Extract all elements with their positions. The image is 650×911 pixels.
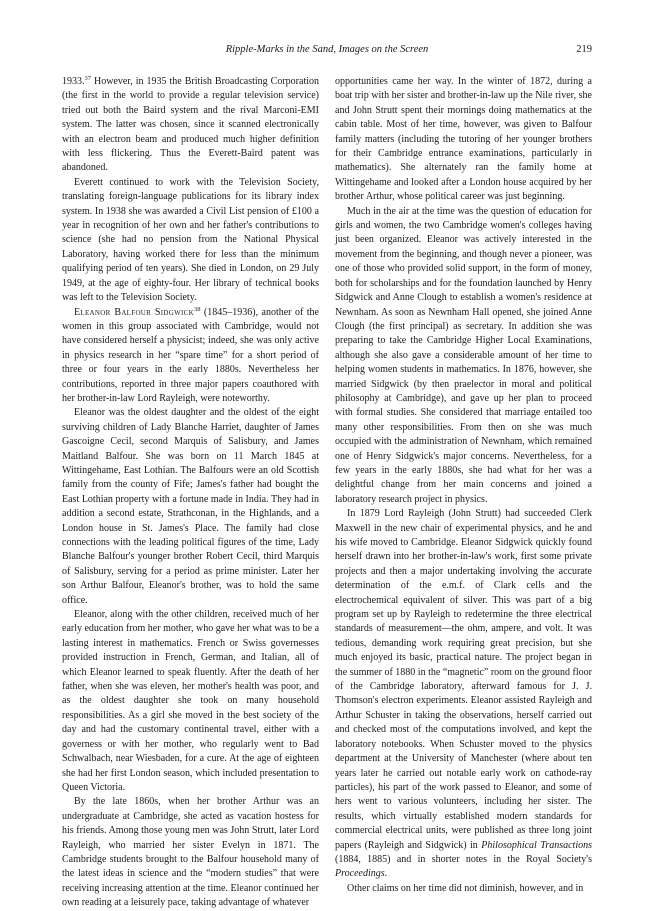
left-column: [62, 75, 319, 911]
paragraph: Much in the air at the time was the question of education for girls and women, the two Cambridge women's colleges having just been organized. Eleanor was actively interested in the movement from the beginning, and though never a pioneer, was one of those who provided solid support, in the form of money, both for scholarships and for the foundation launched by Henry Sidgwick and Anne Clough to establish a women's residence at Newnham. As soon as Newnham Hall opened, she joined Anne Clough (the first principal) as secretary. In addition she was preparing to take the Cambridge Higher Local Examinations, although she also gave a considerable amount of her time to helping women students in mathematics. In 1876, however, she married Sidgwick (by then praelector in moral and political philosophy at Cambridge), and gave up her plan to proceed with formal studies. She considered that marriage entailed too many other responsibilities. From then on she was much occupied with the administration of Newnham, which remained one of Henry Sidgwick's major concerns. Nevertheless, for a few years in the early 1880s, she had what for her was a delightful change from her main concerns and joined a laboratory research project in physics.: [335, 205, 592, 505]
paragraph: Other claims on her time did not diminish, however, and in: [347, 882, 584, 894]
paragraph: opportunities came her way. In the winter of 1872, during a boat trip with her sister and brother-in-law up the Nile river, she and John Strutt spent their mornings doing mathematics at the cabin table. Most of her time, however, was given to Balfour family matters (including the tutoring of her younger brothers for their Cambridge entrance examinations, particularly in mathematics). She alternately ran the family home at Wittingehame and looked after a London house acquired by her brother Arthur, whose political career was just beginning.: [335, 76, 592, 203]
journal-title: Philosophical Transactions: [481, 839, 592, 851]
paragraph: Eleanor was the oldest daughter and the oldest of the eight surviving children of Lady Blanche Harriet, daughter of James Gascoigne Cecil, second Marquis of Salisbury, and James Maitland Balfour. She was born on 11 March 1845 at Wittingehame, East Lothian. The Balfours were an old Scottish family from the county of Fife; James's father had bought the East Lothian property with a fortune made in India. They had in addition a second estate, Strathconan, in the Highlands, and a London house in St. James's Place. The family had close connections with the leading political figures of the time, Lady Blanche Balfour's younger brother Robert Cecil, third Marquis of Salisbury, serving for a period as prime minister. Later her son Arthur Balfour, Eleanor's brother, was to hold the same office.: [62, 407, 319, 606]
running-title: Ripple-Marks in the Sand, Images on the Screen: [225, 44, 429, 55]
journal-title: Proceedings: [335, 868, 385, 880]
person-name: Eleanor Balfour Sidgwick: [74, 306, 194, 318]
page-number: 219: [576, 44, 592, 55]
footnote-ref: 38: [193, 305, 201, 313]
right-column: [335, 75, 592, 896]
paragraph: 1933.37 However, in 1935 the British Broadcasting Corporation (the first in the world to provide a regular television service) tried out both the Baird system and the rival Marconi-EMI system. The latter was chosen, since it scanned electronically with an electron beam and produced much higher definition with less flickering. Thus the Everett-Baird patent was abandoned.: [62, 75, 319, 174]
paragraph: Eleanor, along with the other children, received much of her early education from her mother, who gave her what was to be a lasting interest in mathematics. French or Swiss governesses provided instruction in French, German, and Italian, all of which Eleanor learned to speak fluently. After the death of her father, when she was eleven, her mother's health was poor, and as the oldest daughter she took on many household responsibilities. As a girl she moved in the best society of the day and had the customary continental travel, either with a governess or with her mother, who regularly went to Bad Schwalbach, near Wiesbaden, for a cure. At the age of eighteen she had her first London season, which included presentation to Queen Victoria.: [62, 609, 320, 793]
paragraph: By the late 1860s, when her brother Arthur was an undergraduate at Cambridge, she acted as vacation hostess for his friends. Among those young men was John Strutt, later Lord Rayleigh, who married her sister Evelyn in 1871. The Cambridge students brought to the Balfour household many of the latest ideas in science and the “modern studies” that were receiving increasing attention at the time. Eleanor continued her own reading at a leisurely pace, taking advantage of whatever: [62, 796, 319, 909]
running-header: [62, 44, 592, 60]
paragraph: Eleanor Balfour Sidgwick$^{38}$ (1845–1936), another of the women in this group associated with Cambridge, would not have considered herself a physicist; indeed, she was only active in physics research in her “spare time” for a short period of three or four years in the early 1880s. Nevertheless her contributions, reported in three major papers coauthored with her brother-in-law Lord Rayleigh, were noteworthy.: [62, 305, 319, 404]
paragraph: Everett continued to work with the Television Society, translating foreign-language publications for its library index system. In 1938 she was awarded a Civil List pension of £100 a year in recognition of her own and her father's contributions to science (she had no pension from the National Physical Laboratory, having worked there for less than the minimum qualifying period of ten years). She died in London, on 29 July 1949, at the age of eighty-four. Her library of technical books was left to the Television Society.: [62, 176, 319, 304]
paragraph: In 1879 Lord Rayleigh (John Strutt) had succeeded Clerk Maxwell in the new chair of experimental physics, and he and his wife moved to Cambridge. Eleanor Sidgwick quickly found herself drawn into her brother-in-law's work, first some private projects and then a major undertaking involving the accurate determination of the e.m.f. of Clark cells and the electrochemical equivalent of silver. This was part of a big program set up by Rayleigh to redetermine the three electrical standards of measurement—the ohm, ampere, and volt. It was tedious, demanding work requiring great precision, but she much enjoyed its basic, practical nature. The project began in the summer of 1880 in the “magnetic” room on the ground floor of the Cambridge laboratory, afterward famous for J. J. Thomson's electron experiments. Eleanor assisted Rayleigh and Arthur Schuster in taking the observations, herself carried out and checked most of the computations involved, and kept the laboratory notebooks. When Schuster moved to the physics department at the University of Manchester (where about ten years later he carried out notable early work on cathode-ray particles), his part of the work passed to Eleanor, and some of hers went to various volunteers, including her sister. The results, which virtually established modern standards for commercial electrical units, were published as three long joint papers (Rayleigh and Sidgwick) in Philosophical Transactions (1884, 1885) and in shorter notes in the Royal Society's Proceedings.: [335, 508, 592, 880]
footnote-ref: 37: [84, 75, 91, 82]
